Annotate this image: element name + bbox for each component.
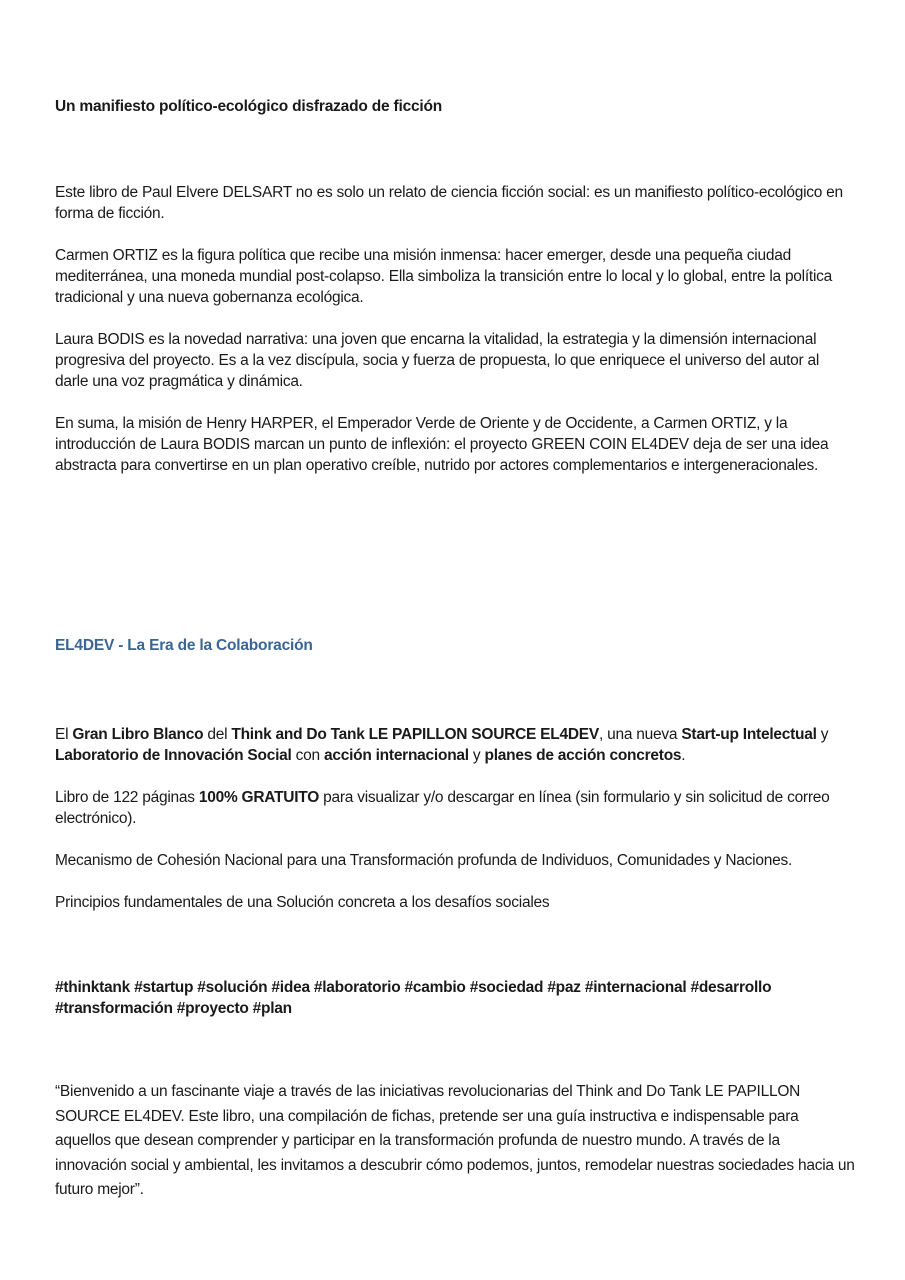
paragraph-laura-bodis: Laura BODIS es la novedad narrativa: una joven que encarna la vitalidad, la estrategia y la dimensión internacional progresiva del proyecto. Es a la vez discípula, socia y fuerza de propuesta, lo que enriquece el universo del autor al darle una voz pragmática y dinámica.: [55, 331, 820, 390]
quote-welcome: “Bienvenido a un fascinante viaje a través de las iniciativas revolucionarias del Think and Do Tank LE PAPILLON SOURCE EL4DEV. Este libro, una compilación de fichas, pretende ser una guía instructiva e indispensable para aquellos que desean comprender y participar en la transformación profunda de nuestro mundo. A través de la innovación social y ambiental, les invitamos a descubrir cómo podemos, juntos, remodelar nuestras sociedades hacia un futuro mejor”.: [55, 1083, 855, 1198]
section-title-el4dev: EL4DEV - La Era de la Colaboración: [55, 637, 313, 654]
paragraph-white-book: El Gran Libro Blanco del Think and Do Tank LE PAPILLON SOURCE EL4DEV, una nueva Start-up Intelectual y Laboratorio de Innovación Social con acción internacional y planes de acción concretos.: [55, 726, 829, 764]
hashtags: #thinktank #startup #solución #idea #laboratorio #cambio #sociedad #paz #internacional #desarrollo #transformación #proyecto #plan: [55, 979, 772, 1017]
paragraph-mechanism: Mecanismo de Cohesión Nacional para una Transformación profunda de Individuos, Comunidades y Naciones.: [55, 852, 793, 869]
paragraph-intro: Este libro de Paul Elvere DELSART no es solo un relato de ciencia ficción social: es un manifiesto político-ecológico en forma de ficción.: [55, 184, 843, 222]
paragraph-summary: En suma, la misión de Henry HARPER, el Emperador Verde de Oriente y de Occidente, a Carmen ORTIZ, y la introducción de Laura BODIS marcan un punto de inflexión: el proyecto GREEN COIN EL4DEV deja de ser una idea abstracta para convertirse en un plan operativo creíble, nutrido por actores complementarios e intergeneracionales.: [55, 415, 829, 474]
paragraph-free-book: Libro de 122 páginas 100% GRATUITO para visualizar y/o descargar en línea (sin formulario y sin solicitud de correo electrónico).: [55, 789, 830, 827]
section-title-manifesto: Un manifiesto político-ecológico disfrazado de ficción: [55, 98, 443, 115]
paragraph-carmen-ortiz: Carmen ORTIZ es la figura política que recibe una misión inmensa: hacer emerger, desde una pequeña ciudad mediterránea, una moneda mundial post-colapso. Ella simboliza la transición entre lo local y lo global, entre la política tradicional y una nueva gobernanza ecológica.: [55, 247, 833, 306]
paragraph-principles: Principios fundamentales de una Solución concreta a los desafíos sociales: [55, 894, 550, 911]
